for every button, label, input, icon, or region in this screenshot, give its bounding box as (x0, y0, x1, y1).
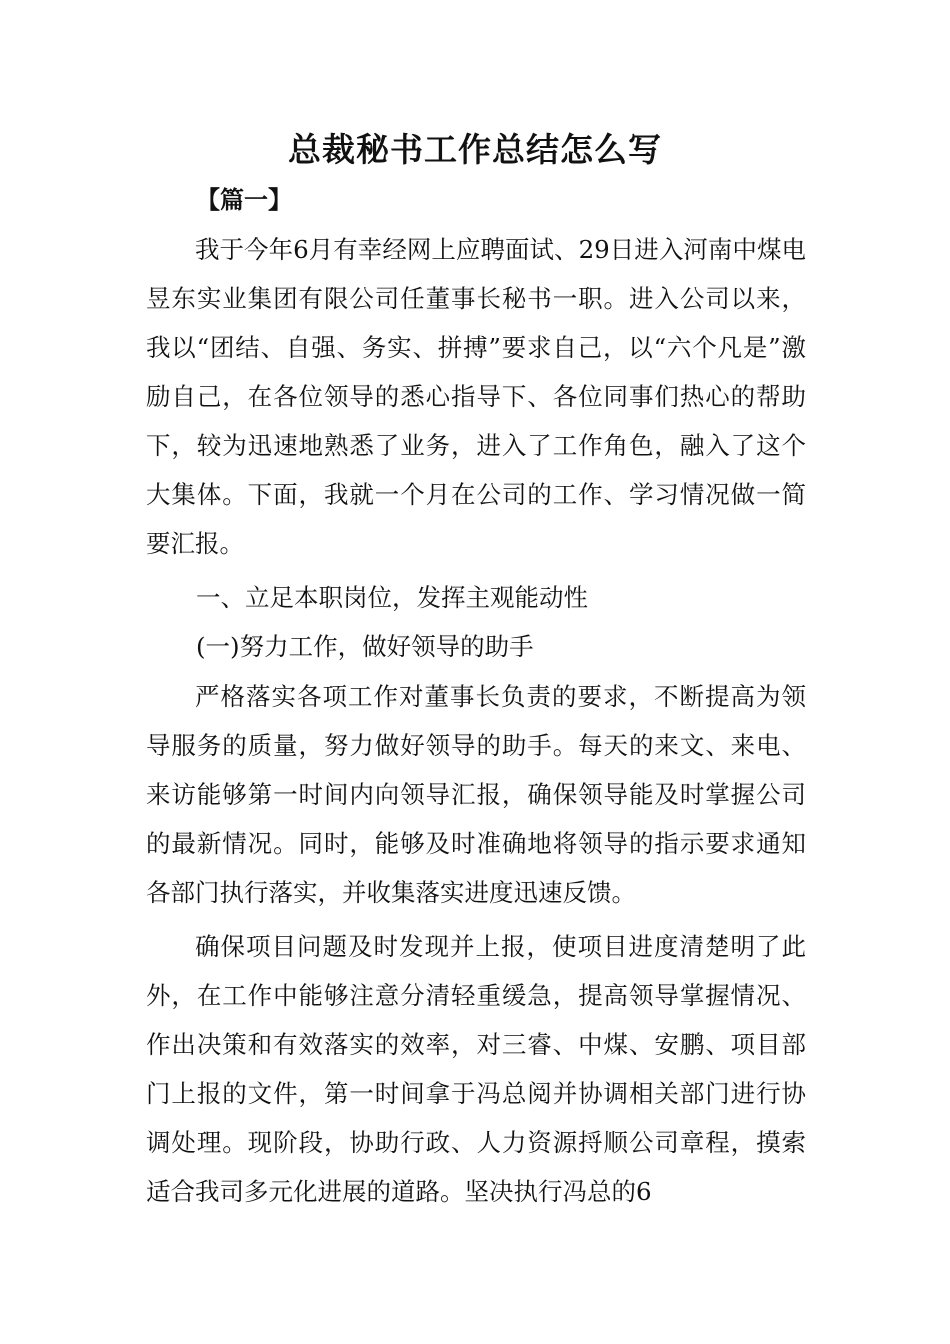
document-title: 总裁秘书工作总结怎么写 (288, 130, 662, 169)
paragraph-intro: 我于今年6月有幸经网上应聘面试、29日进入河南中煤电昱东实业集团有限公司任董事长秘书一职。进入公司以来，我以“团结、自强、务实、拼搏”要求自己，以“六个凡是”激励自己，在各位领导的悉心指导下、各位同事们热心的帮助下，较为迅速地熟悉了业务，进入了工作角色，融入了这个大集体。下面，我就一个月在公司的工作、学习情况做一简要汇报。 (146, 235, 806, 558)
section-heading-1: 一、立足本职岗位，发挥主观能动性 (196, 583, 588, 612)
paragraph-project-reporting: 确保项目问题及时发现并上报，使项目进度清楚明了此外，在工作中能够注意分清轻重缓急，提高领导掌握情况、作出决策和有效落实的效率，对三睿、中煤、安鹏、项目部门上报的文件，第一时间拿于冯总阅并协调相关部门进行协调处理。现阶段，协助行政、人力资源捋顺公司章程，摸索适合我司多元化进展的道路。坚决执行冯总的6 (146, 932, 806, 1206)
section-label: 【篇一】 (196, 186, 292, 214)
paragraph-assistant-duties: 严格落实各项工作对董事长负责的要求，不断提高为领导服务的质量，努力做好领导的助手。每天的来文、来电、来访能够第一时间内向领导汇报，确保领导能及时掌握公司的最新情况。同时，能够及时准确地将领导的指示要求通知各部门执行落实，并收集落实进度迅速反馈。 (146, 682, 806, 907)
subsection-heading-1: (一)努力工作，做好领导的助手 (196, 632, 534, 661)
